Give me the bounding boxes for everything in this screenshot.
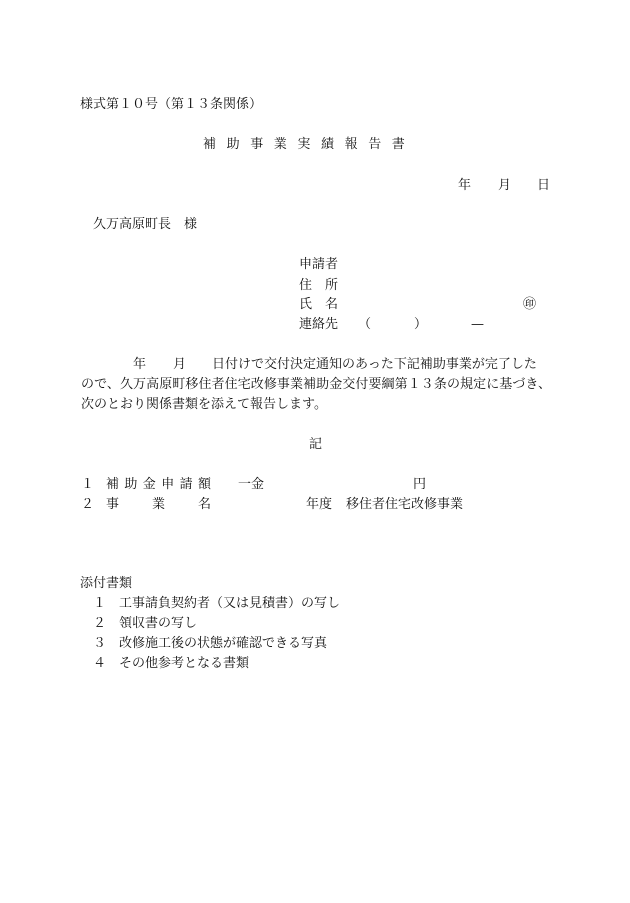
attachment-text: 工事請負契約者（又は見積書）の写し (119, 596, 341, 611)
item2-project-name: 移住者住宅改修事業 (346, 497, 464, 512)
item2-year-label: 年度 (306, 497, 333, 512)
attachment-text: 改修施工後の状態が確認できる写真 (119, 636, 328, 651)
contact-paren-open: （ (358, 317, 372, 332)
date-month: 月 (498, 178, 512, 193)
item1-unit: 円 (413, 477, 427, 492)
item1-prefix: 一金 (238, 477, 265, 492)
form-number: 様式第１０号（第１３条関係） (80, 97, 263, 112)
seal-mark: ㊞ (523, 297, 537, 312)
item2-label: 事業名 (106, 497, 211, 512)
attachment-number: ２ (93, 616, 107, 631)
address-label: 住 所 (299, 278, 339, 293)
ki-heading: 記 (309, 437, 323, 452)
addressee: 久万高原町長 様 (93, 217, 198, 232)
contact-dash: — (471, 317, 484, 332)
body-line3: 次のとおり関係書類を添えて報告します。 (81, 397, 327, 412)
body-month: 月 (173, 357, 187, 372)
item1-number: １ (81, 477, 95, 492)
item2-number: ２ (81, 497, 95, 512)
attachment-number: ３ (93, 636, 107, 651)
date-year: 年 (458, 178, 472, 193)
contact-paren-close: ） (414, 317, 428, 332)
attachment-number: １ (93, 596, 107, 611)
attachment-number: ４ (93, 656, 107, 671)
body-line2: ので、久万高原町移住者住宅改修事業補助金交付要綱第１３条の規定に基づき、 (81, 377, 551, 392)
document-title: 補助事業実績報告書 (203, 137, 416, 152)
body-year: 年 (133, 357, 147, 372)
attachment-text: 領収書の写し (119, 616, 198, 631)
body-line1: 日付けで交付決定通知のあった下記補助事業が完了した (212, 357, 537, 372)
attachments-heading: 添付書類 (80, 576, 133, 591)
name-label: 氏 名 (299, 297, 339, 312)
applicant-heading: 申請者 (299, 257, 339, 272)
date-day: 日 (537, 178, 551, 193)
attachment-text: その他参考となる書類 (119, 656, 250, 671)
item1-label: 補助金申請額 (106, 477, 211, 492)
contact-label: 連絡先 (299, 317, 339, 332)
